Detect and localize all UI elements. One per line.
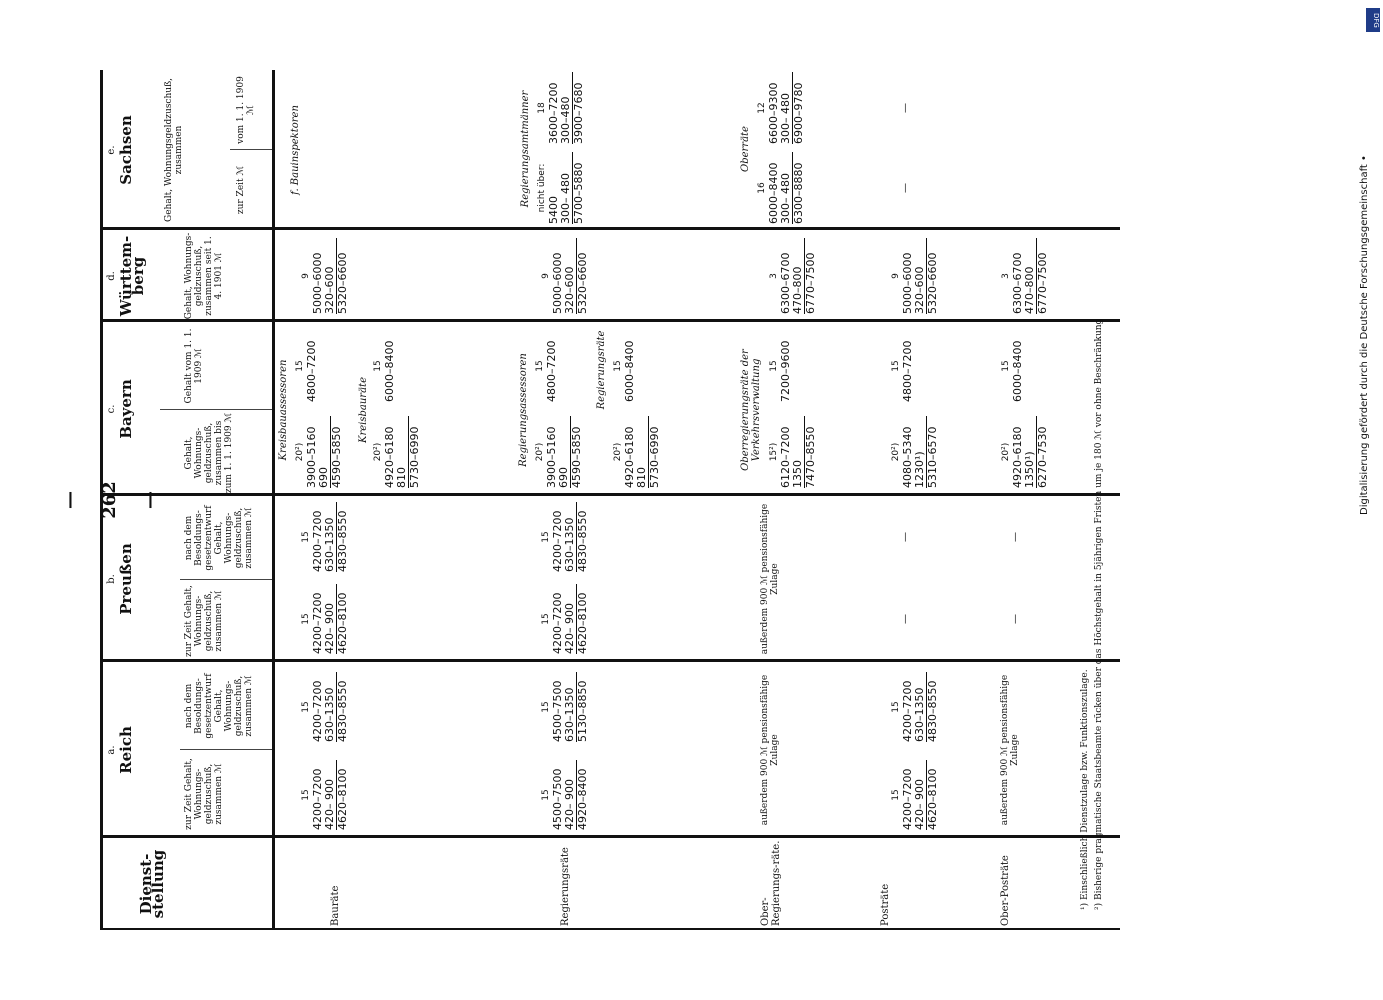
rule-sachsen-inner <box>230 149 272 150</box>
postraete-preussen-draft: — <box>900 532 911 542</box>
header-bayern: Bayern <box>117 379 135 439</box>
dfg-logo: DFG <box>1366 8 1380 32</box>
bauraete-bayern-title2: Kreisbauräte <box>358 377 369 443</box>
oberregierungsraete-sachsen-col2: 12 6600–9300 300– 480 6900–9780 <box>756 72 805 144</box>
header-preussen-letter: b. <box>106 574 117 584</box>
bauraete-bayern-col2a: 15 4800–7200 <box>295 340 318 402</box>
bauraete-preussen-draft: 15 4200–7200 630–1350 4830–8550 <box>300 502 349 572</box>
bauraete-wuerttemberg: 9 5000–6000 320–600 5320–6600 <box>300 238 349 314</box>
bauraete-bayern-col1a: 20²) 3900–5160 690 4590–5850 <box>294 416 343 488</box>
row-label-oberpostraete: Ober-Posträte <box>1000 855 1011 926</box>
digitization-note: Digitalisierung gefördert durch die Deutsche Forschungsgemeinschaft • <box>1359 155 1370 515</box>
oberregierungsraete-bayern-col2: 15 7200–9600 <box>769 340 792 402</box>
rule-reich <box>100 659 1120 662</box>
regierungsraete-preussen-draft: 15 4200–7200 630–1350 4830–8550 <box>540 502 589 572</box>
oberregierungsraete-sachsen-title: Oberräte <box>740 126 751 172</box>
header-reich-col1: zur Zeit Gehalt, Wohnungs-geldzuschuß, zusammen ℳ <box>184 758 224 830</box>
header-sachsen-col1: zur Zeit ℳ <box>236 165 246 215</box>
postraete-bayern-col1: 20²) 4080–5340 1230¹) 5310–6570 <box>890 416 939 488</box>
rule-reich-inner <box>180 749 272 750</box>
header-reich-letter: a. <box>106 745 117 755</box>
salary-table-wrapper <box>100 70 1120 930</box>
regierungsraete-bayern-col1b: 20²) 4920–6180 810 5730–6990 <box>612 416 661 488</box>
rule-preussen-inner <box>180 579 272 580</box>
postraete-sachsen-col1: — <box>900 183 911 193</box>
regierungsraete-bayern-col1a: 20²) 3900–5160 690 4590–5850 <box>534 416 583 488</box>
bauraete-bayern-col2b: 15 6000–8400 <box>373 340 396 402</box>
header-preussen-col1: zur Zeit Gehalt, Wohnungs-geldzuschuß, zusammen ℳ <box>184 585 224 657</box>
oberpostraete-preussen-draft: — <box>1010 532 1021 542</box>
oberpostraete-reich-note: außerdem 900 ℳ pensionsfähige Zulage <box>1000 674 1020 826</box>
postraete-preussen-current: — <box>900 614 911 624</box>
regierungsraete-bayern-title2: Regierungsräte <box>596 330 607 410</box>
oberregierungsraete-sachsen-col1: 16 6000–8400 300– 480 6300–8880 <box>756 152 805 224</box>
rule-bayern <box>100 319 1120 322</box>
header-wuerttemberg: Württem-berg <box>117 235 147 317</box>
regierungsraete-wuerttemberg: 9 5000–6000 320–600 5320–6600 <box>540 238 589 314</box>
rule-dienst <box>100 835 1120 838</box>
footnote-2: ²) Bisherige pragmatische Staatsbeamte rücken über das Höchstgehalt in 5jährigen Fristen um je 180 ℳ vor ohne Beschränkung <box>1094 318 1104 910</box>
oberpostraete-wuerttemberg: 3 6300–6700 470–800 6770–7500 <box>1000 238 1049 314</box>
row-label-bauraete: Bauräte <box>330 885 341 926</box>
oberpostraete-preussen-current: — <box>1010 614 1021 624</box>
header-bayern-col2: Gehalt vom 1. 1. 1909 ℳ <box>184 328 204 404</box>
bauraete-reich-draft: 15 4200–7200 630–1350 4830–8550 <box>300 672 349 742</box>
oberregierungsraete-reich-note: außerdem 900 ℳ pensionsfähige Zulage <box>760 674 780 826</box>
oberregierungsraete-bayern-title: Oberregierungsräte der Verkehrsverwaltung <box>740 349 762 471</box>
regierungsraete-reich-current: 15 4500–7500 420– 900 4920–8400 <box>540 760 589 830</box>
header-bayern-col1: Gehalt, Wohnungs-geldzuschuß, zusammen bis zum 1. 1. 1909 ℳ <box>184 412 234 494</box>
postraete-sachsen-col2: — <box>900 103 911 113</box>
header-bottom-rule <box>272 70 275 930</box>
rule-preussen <box>100 493 1120 496</box>
regierungsraete-reich-draft: 15 4500–7500 630–1350 5130–8850 <box>540 672 589 742</box>
regierungsraete-sachsen-title: Regierungsamtmänner <box>520 90 531 208</box>
rule-wuerttemberg <box>100 227 1120 230</box>
page-number: — 262 — <box>59 481 160 519</box>
salary-table <box>100 70 1120 930</box>
postraete-bayern-col2: 15 4800–7200 <box>891 340 914 402</box>
row-label-oberregierungsraete: Ober-Regierungs-räte. <box>760 840 782 926</box>
oberpostraete-bayern-col1: 20²) 4920–6180 1350¹) 6270–7530 <box>1000 416 1049 488</box>
header-bayern-letter: c. <box>106 404 117 414</box>
header-sachsen: Sachsen <box>117 115 135 185</box>
oberregierungsraete-preussen-note: außerdem 900 ℳ pensionsfähige Zulage <box>760 503 780 655</box>
header-wuerttemberg-col: Gehalt, Wohnungs-geldzuschuß, zusammen seit 1. 4. 1901 ℳ <box>184 232 224 320</box>
row-label-regierungsraete: Regierungsräte <box>560 847 571 926</box>
bauraete-reich-current: 15 4200–7200 420– 900 4620–8100 <box>300 760 349 830</box>
regierungsraete-bayern-col2b: 15 6000–8400 <box>613 340 636 402</box>
postraete-reich-draft: 15 4200–7200 630–1350 4830–8550 <box>890 672 939 742</box>
regierungsraete-bayern-col2a: 15 4800–7200 <box>535 340 558 402</box>
bauraete-bayern-col1b: 20²) 4920–6180 810 5730–6990 <box>372 416 421 488</box>
regierungsraete-sachsen-col1: nicht über: 5400 300– 480 5700–5880 <box>536 152 585 224</box>
oberregierungsraete-wuerttemberg: 3 6300–6700 470–800 6770–7500 <box>768 238 817 314</box>
header-sachsen-col2: vom 1. 1. 1909 ℳ <box>236 76 256 144</box>
header-reich: Reich <box>117 726 135 774</box>
header-preussen: Preußen <box>117 543 135 615</box>
header-reich-col2: nach dem Besoldungs-gesetzentwurf Gehalt, Wohnungs-geldzuschuß, zusammen ℳ <box>184 673 254 739</box>
header-dienststellung: Dienst-stellung <box>137 849 167 919</box>
regierungsraete-preussen-current: 15 4200–7200 420– 900 4620–8100 <box>540 584 589 654</box>
header-wuerttemberg-letter: d. <box>106 271 117 281</box>
bauraete-preussen-current: 15 4200–7200 420– 900 4620–8100 <box>300 584 349 654</box>
header-sachsen-letter: e. <box>106 145 117 155</box>
header-sachsen-common: Gehalt, Wohnungsgeldzuschuß, zusammen <box>164 78 184 222</box>
regierungsraete-bayern-title1: Regierungsassessoren <box>518 353 529 467</box>
oberpostraete-bayern-col2: 15 6000–8400 <box>1001 340 1024 402</box>
regierungsraete-sachsen-col2: 18 3600–7200 300–480 3900–7680 <box>536 72 585 144</box>
postraete-reich-current: 15 4200–7200 420– 900 4620–8100 <box>890 760 939 830</box>
bauraete-sachsen-title: f. Bauinspektoren <box>290 105 301 195</box>
postraete-wuerttemberg: 9 5000–6000 320–600 5320–6600 <box>890 238 939 314</box>
rule-bayern-inner <box>160 409 272 410</box>
oberregierungsraete-bayern-col1: 15²) 6120–7200 1350 7470–8550 <box>768 416 817 488</box>
header-preussen-col2: nach dem Besoldungs-gesetzentwurf Gehalt, Wohnungs-geldzuschuß, zusammen ℳ <box>184 505 254 571</box>
footnote-1: ¹) Einschließlich Dienstzulage bzw. Funktionszulage. <box>1080 669 1090 910</box>
bauraete-bayern-title1: Kreisbauassessoren <box>278 359 289 461</box>
row-label-postraete: Posträte <box>880 883 891 926</box>
